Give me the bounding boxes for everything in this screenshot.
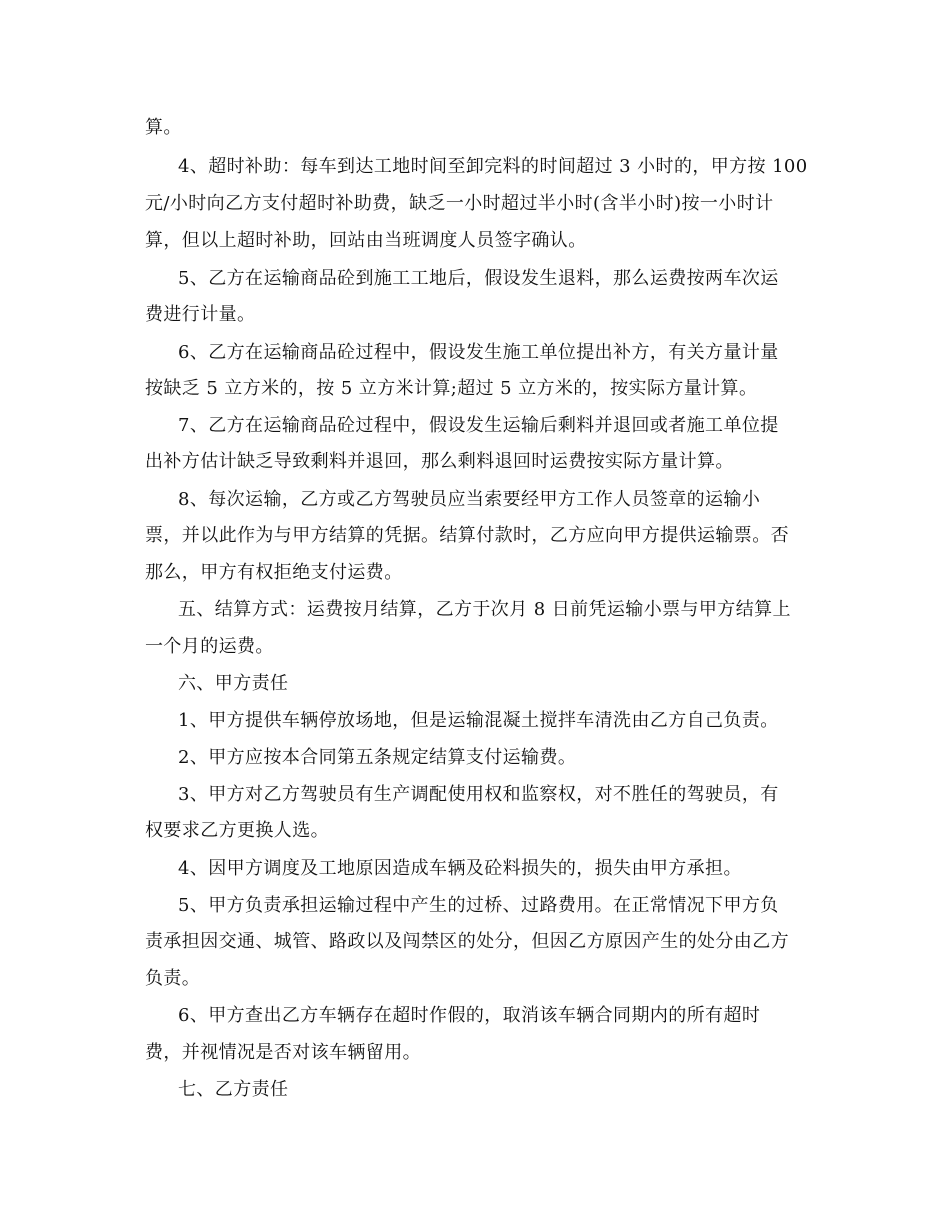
text-line: 五、结算方式：运费按月结算，乙方于次月 8 日前凭运输小票与甲方结算上	[178, 599, 791, 620]
text-line: 费，并视情况是否对该车辆留用。	[145, 1042, 421, 1063]
text-line: 6、乙方在运输商品砼过程中，假设发生施工单位提出补方，有关方量计量	[178, 342, 779, 363]
text-line: 票，并以此作为与甲方结算的凭据。结算付款时，乙方应向甲方提供运输票。否	[145, 525, 789, 546]
text-line: 权要求乙方更换人选。	[145, 820, 329, 841]
text-line: 费进行计量。	[145, 304, 256, 325]
section-heading: 六、甲方责任	[178, 673, 289, 694]
text-line: 算。	[145, 117, 182, 138]
text-line: 5、乙方在运输商品砼到施工工地后，假设发生退料，那么运费按两车次运	[178, 268, 779, 289]
text-line: 6、甲方查出乙方车辆存在超时作假的，取消该车辆合同期内的所有超时	[178, 1005, 761, 1026]
text-line: 5、甲方负责承担运输过程中产生的过桥、过路费用。在正常情况下甲方负	[178, 895, 779, 916]
section-heading: 七、乙方责任	[178, 1079, 289, 1100]
text-line: 8、每次运输，乙方或乙方驾驶员应当索要经甲方工作人员签章的运输小	[178, 489, 761, 510]
text-line: 按缺乏 5 立方米的，按 5 立方米计算;超过 5 立方米的，按实际方量计算。	[145, 378, 758, 399]
text-line: 那么，甲方有权拒绝支付运费。	[145, 562, 403, 583]
text-line: 责承担因交通、城管、路政以及闯禁区的处分，但因乙方原因产生的处分由乙方	[145, 931, 789, 952]
text-line: 算，但以上超时补助，回站由当班调度人员签字确认。	[145, 230, 587, 251]
text-line: 1、甲方提供车辆停放场地，但是运输混凝土搅拌车清洗由乙方自己负责。	[178, 710, 779, 731]
text-line: 元/小时向乙方支付超时补助费，缺乏一小时超过半小时(含半小时)按一小时计	[145, 193, 774, 214]
text-line: 一个月的运费。	[145, 636, 274, 657]
text-line: 4、超时补助：每车到达工地时间至卸完料的时间超过 3 小时的，甲方按 100	[178, 156, 808, 177]
text-line: 负责。	[145, 968, 201, 989]
text-line: 4、因甲方调度及工地原因造成车辆及砼料损失的，损失由甲方承担。	[178, 858, 742, 879]
text-line: 7、乙方在运输商品砼过程中，假设发生运输后剩料并退回或者施工单位提	[178, 415, 779, 436]
text-line: 3、甲方对乙方驾驶员有生产调配使用权和监察权，对不胜任的驾驶员，有	[178, 784, 779, 805]
text-line: 出补方估计缺乏导致剩料并退回，那么剩料退回时运费按实际方量计算。	[145, 451, 734, 472]
text-line: 2、甲方应按本合同第五条规定结算支付运输费。	[178, 747, 577, 768]
